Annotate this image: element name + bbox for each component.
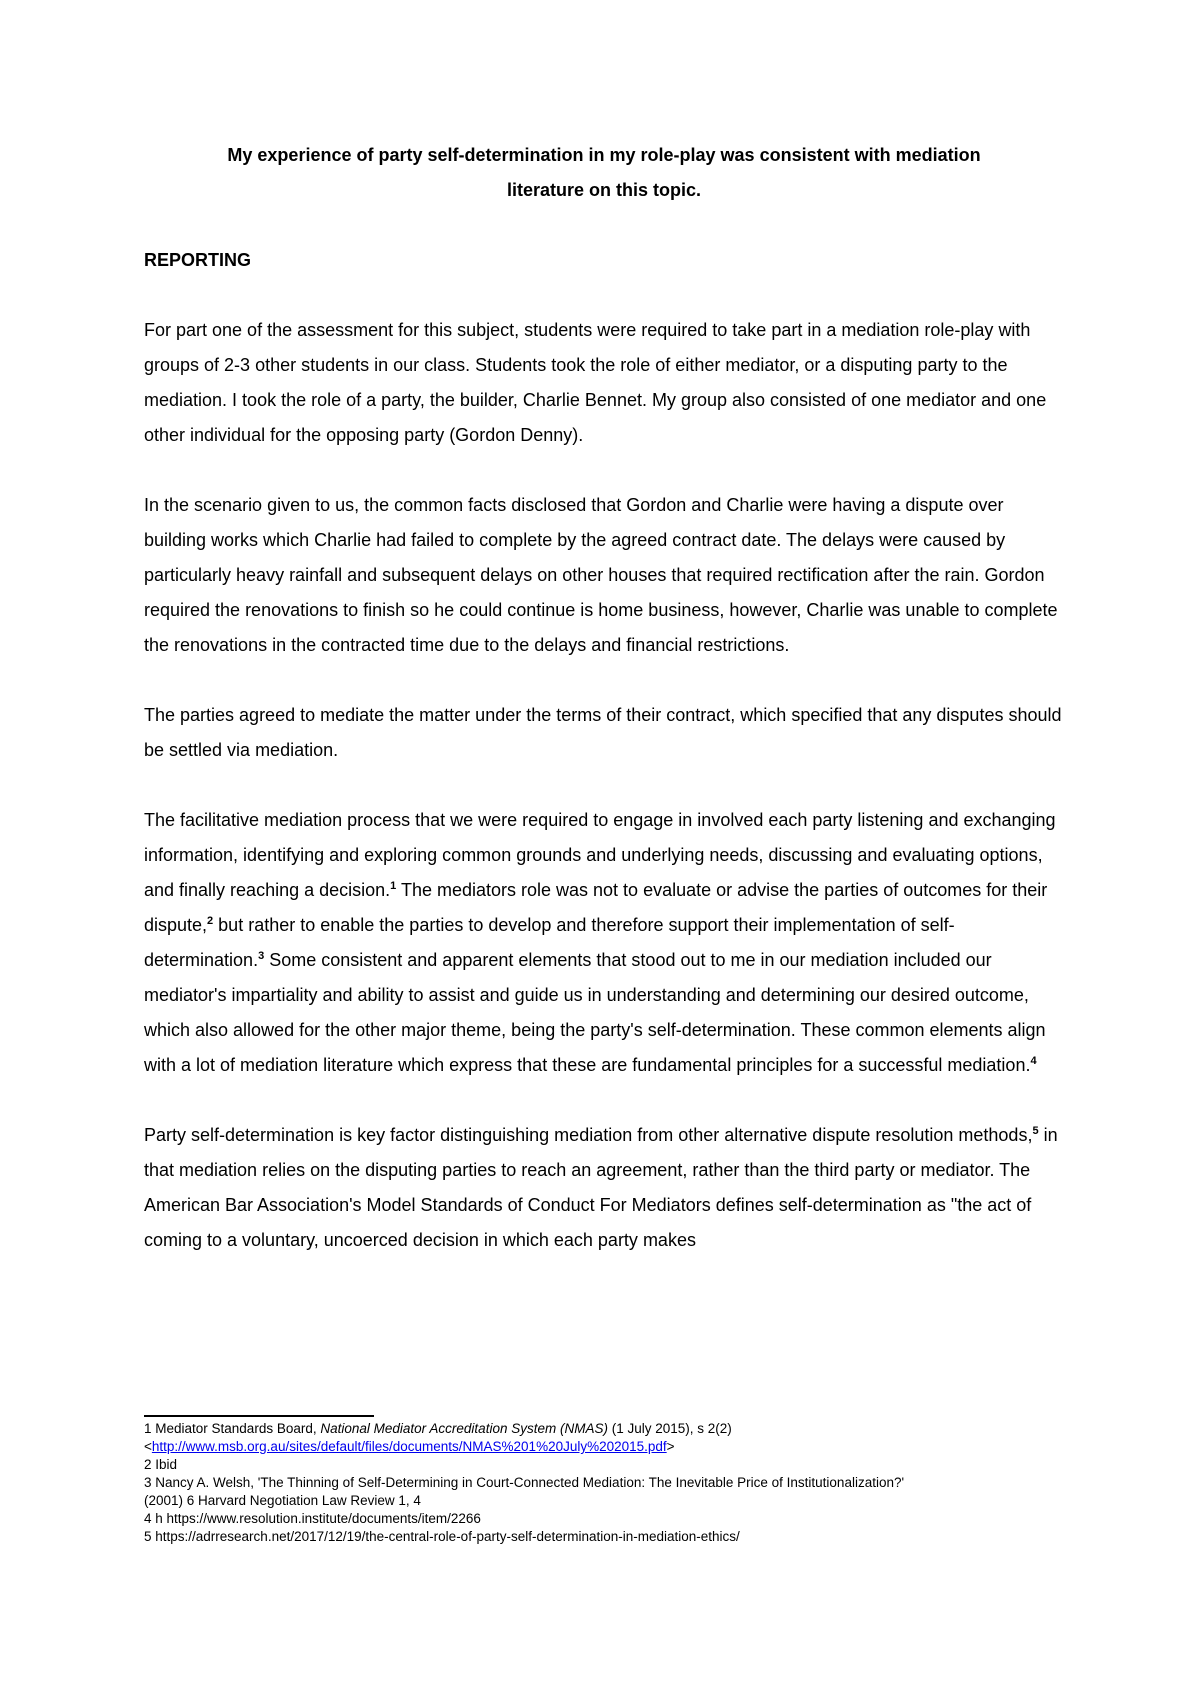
footnote-separator: [144, 1415, 374, 1417]
footnote-marker: 1: [390, 880, 397, 892]
paragraph-text: but rather to enable the parties to develop and therefore support their implementation of self-determination.: [144, 915, 955, 970]
paragraph-text: Party self-determination is key factor distinguishing mediation from other alternative dispute resolution methods,: [144, 1125, 1033, 1145]
body-paragraph: [144, 488, 1064, 663]
footnote-1-link-close: >: [666, 1439, 675, 1454]
title-line-2: literature on this topic.: [506, 180, 702, 200]
section-heading: REPORTING: [144, 250, 252, 270]
paragraph-text: Some consistent and apparent elements that stood out to me in our mediation included our mediator's impartiality and ability to assist and guide us in understanding and determining our desired outcome, which also allowed for the other major theme, being the party's self-determination. These common elements align with a lot of mediation literature which express that these are fundamental principles for a successful mediation.: [144, 950, 1046, 1075]
footnote-1-suffix: (1 July 2015), s 2(2): [607, 1421, 732, 1436]
title-line-1: My experience of party self-determination in my role-play was consistent with mediation: [227, 145, 981, 165]
footnote-3-line-1: 3 Nancy A. Welsh, 'The Thinning of Self-Determining in Court-Connected Mediation: The Inevitable Price of Institutionalization?': [144, 1475, 905, 1490]
footnote-marker: 3: [258, 950, 265, 962]
footnote-1-link-open: <: [144, 1439, 152, 1454]
footnote-1-link[interactable]: http://www.msb.org.au/sites/default/files/documents/NMAS%201%20July%202015.pdf: [151, 1439, 667, 1454]
paragraphs: [144, 313, 1064, 1258]
footnote-3-line-2: (2001) 6 Harvard Negotiation Law Review 1, 4: [144, 1493, 421, 1508]
body-paragraph: [144, 803, 1064, 1083]
footnote-2: 2 Ibid: [144, 1457, 178, 1472]
paragraph-text: The parties agreed to mediate the matter under the terms of their contract, which specified that any disputes should be settled via mediation.: [144, 705, 1062, 760]
footnote-marker: 4: [1030, 1055, 1037, 1067]
footnote-3: [144, 1474, 1064, 1510]
body-paragraph: [144, 1118, 1064, 1258]
footnote-1-italic: National Mediator Accreditation System (NMAS): [320, 1421, 608, 1436]
footnote-marker: 2: [207, 915, 214, 927]
footnotes: [144, 1415, 1064, 1546]
footnote-4: 4 h https://www.resolution.institute/documents/item/2266: [144, 1511, 481, 1526]
paragraph-text: The facilitative mediation process that we were required to engage in involved each party listening and exchanging information, identifying and exploring common grounds and underlying needs, discussing and evaluating options, and finally reaching a decision.: [144, 810, 1056, 900]
footnote-1-prefix: 1 Mediator Standards Board,: [144, 1421, 321, 1436]
footnote-5: 5 https://adrresearch.net/2017/12/19/the-central-role-of-party-self-determination-in-mediation-ethics/: [144, 1529, 740, 1544]
body-paragraph: [144, 698, 1064, 768]
body-paragraph: [144, 313, 1064, 453]
paragraph-text: The mediators role was not to evaluate or advise the parties of outcomes for their dispute,: [144, 880, 1048, 935]
footnote-1: [144, 1420, 1064, 1456]
document-title: [144, 138, 1064, 208]
paragraph-text: in that mediation relies on the disputing parties to reach an agreement, rather than the third party or mediator. The American Bar Association's Model Standards of Conduct For Mediators defines self-determination as "the act of coming to a voluntary, uncoerced decision in which each party makes: [144, 1125, 1058, 1250]
footnote-marker: 5: [1032, 1125, 1039, 1137]
document-body: [144, 138, 1064, 1258]
paragraph-text: For part one of the assessment for this subject, students were required to take part in a mediation role-play with groups of 2-3 other students in our class. Students took the role of either mediator, or a disputing party to the mediation. I took the role of a party, the builder, Charlie Bennet. My group also consisted of one mediator and one other individual for the opposing party (Gordon Denny).: [144, 320, 1047, 445]
paragraph-text: In the scenario given to us, the common facts disclosed that Gordon and Charlie were having a dispute over building works which Charlie had failed to complete by the agreed contract date. The delays were caused by particularly heavy rainfall and subsequent delays on other houses that required rectification after the rain. Gordon required the renovations to finish so he could continue is home business, however, Charlie was unable to complete the renovations in the contracted time due to the delays and financial restrictions.: [144, 495, 1058, 655]
